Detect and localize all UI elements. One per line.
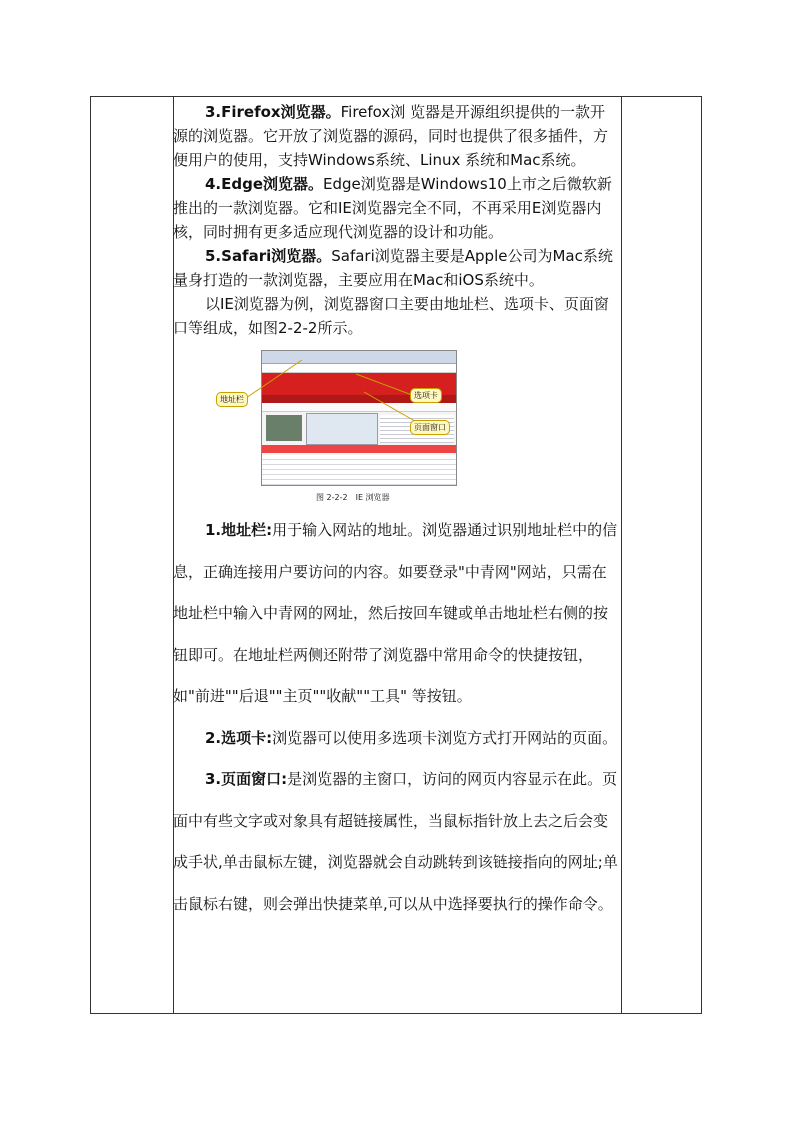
paragraph-intro: 以IE浏览器为例，浏览器窗口主要由地址栏、选项卡、页面窗口等组成，如图2-2-2所示。 bbox=[173, 295, 609, 337]
paragraph-edge bbox=[173, 172, 619, 244]
content-cell bbox=[173, 100, 619, 925]
column-divider-right bbox=[621, 97, 622, 1013]
heading-firefox: 3.Firefox浏览器。 bbox=[205, 103, 341, 121]
paragraph-firefox bbox=[173, 100, 619, 172]
figure-caption: 图 2-2-2 IE 浏览器 bbox=[316, 493, 390, 502]
ie-browser-figure bbox=[216, 348, 446, 504]
paragraph-tabs bbox=[173, 718, 619, 760]
heading-address-bar: 1.地址栏: bbox=[205, 521, 273, 539]
heading-edge: 4.Edge浏览器。 bbox=[205, 175, 324, 193]
heading-page-window: 3.页面窗口: bbox=[205, 770, 288, 788]
callout-tab: 选项卡 bbox=[410, 388, 442, 403]
paragraph-page-window bbox=[173, 759, 619, 925]
heading-tabs: 2.选项卡: bbox=[205, 728, 273, 747]
text-firefox: Firefox浏 览器是开源组织提供的一款开源的浏览器。它开放了浏览器的源码，同时也提供了很多插件，方便用户的使用，支持Windows系统、Linux 系统和Mac系统。 bbox=[173, 103, 609, 169]
text-page-window: 是浏览器的主窗口，访问的网页内容显示在此。页面中有些文字或对象具有超链接属性，当鼠标指针放上去之后会变成手状,单击鼠标左键，浏览器就会自动跳转到该链接指向的网址;单击鼠标右键，则会弹出快捷菜单,可以从中选择要执行的操作命令。 bbox=[173, 770, 618, 913]
browser-list-section bbox=[173, 100, 619, 340]
text-address-bar: 用于输入网站的地址。浏览器通过识别地址栏中的信息，正确连接用户要访问的内容。如要登录"中青网"网站，只需在地址栏中输入中青网的网址，然后按回车键或单击地址栏右侧的按钮即可。在地址栏两侧还附带了浏览器中常用命令的快捷按钮，如"前进""后退""主页""收献""工具" 等按钮。 bbox=[173, 521, 618, 705]
paragraph-address-bar bbox=[173, 510, 619, 718]
callout-page-window: 页面窗口 bbox=[410, 420, 450, 435]
text-safari: Safari浏览器主要是Apple公司为Mac系统量身打造的一款浏览器，主要应用在Mac和iOS系统中。 bbox=[173, 247, 613, 289]
text-edge: Edge浏览器是Windows10上市之后微软新推出的一款浏览器。它和IE浏览器完全不同，不再采用E浏览器内核，同时拥有更多适应现代浏览器的设计和功能。 bbox=[173, 175, 612, 241]
heading-safari: 5.Safari浏览器。 bbox=[205, 247, 332, 265]
component-description-section bbox=[173, 510, 619, 925]
paragraph-safari bbox=[173, 244, 619, 292]
callout-address-bar: 地址栏 bbox=[216, 392, 248, 407]
text-tabs: 浏览器可以使用多选项卡浏览方式打开网站的页面。 bbox=[272, 728, 618, 747]
